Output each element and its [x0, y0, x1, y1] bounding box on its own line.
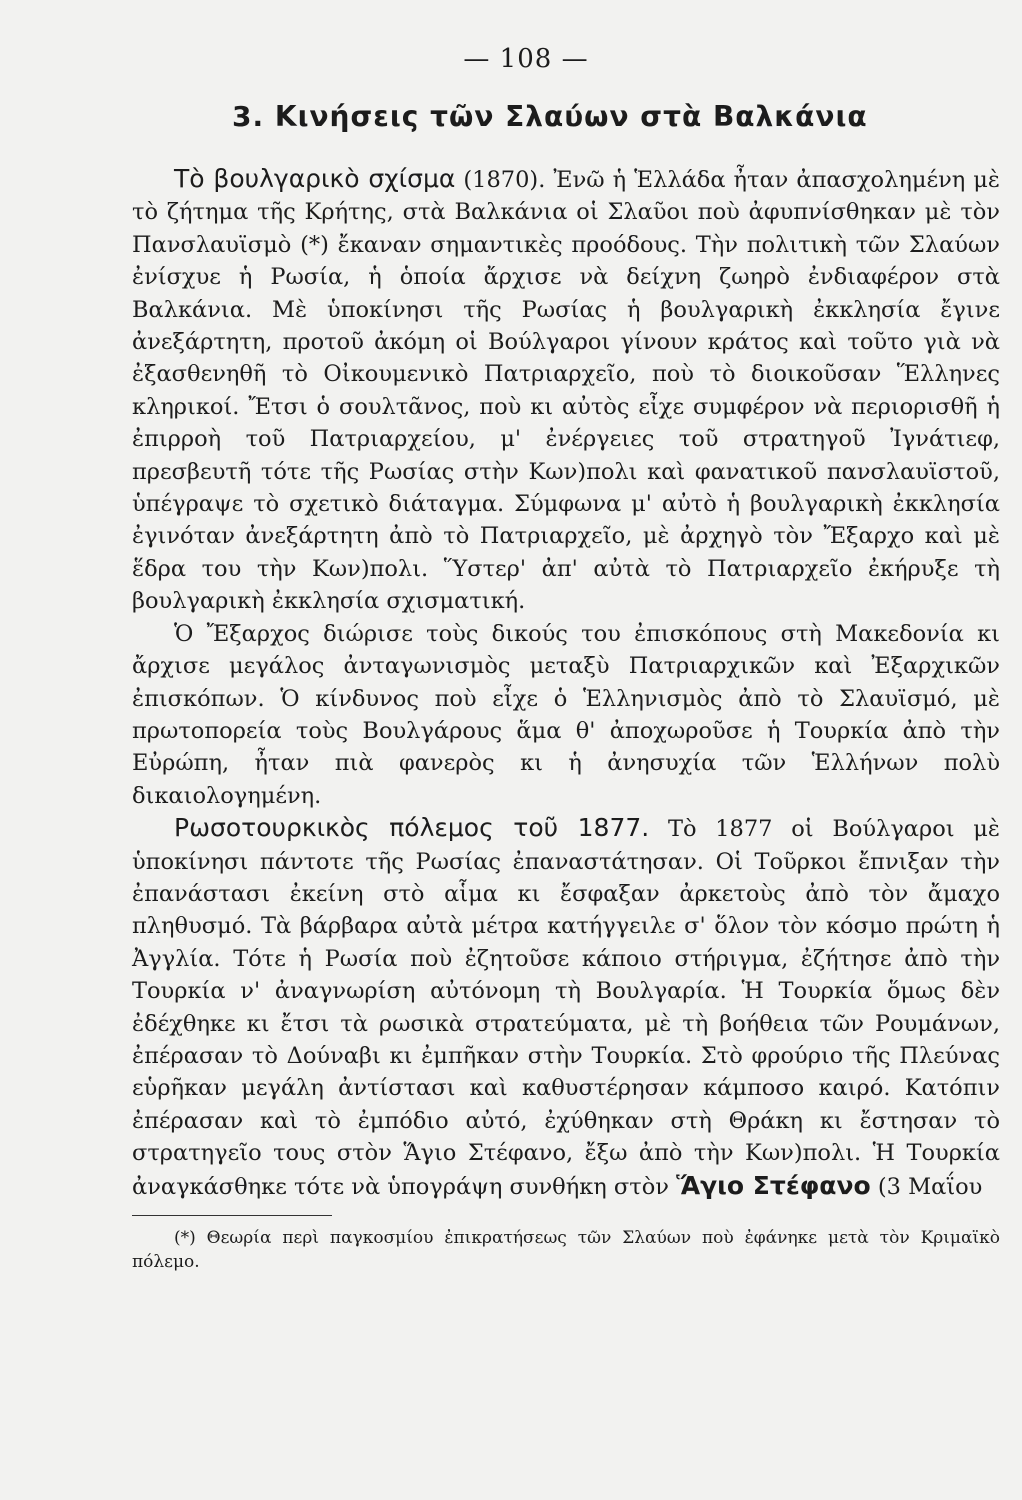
paragraph-heading: Ρωσοτουρκικὸς πόλεμος τοῦ 1877. — [174, 813, 650, 843]
emphasis-place-name: Ἅγιο Στέφανο — [676, 1170, 871, 1200]
paragraph-body: Τὸ 1877 οἱ Βούλγαροι μὲ ὑποκίνησι πάντοτε τῆς Ρωσίας ἐπαναστάτησαν. Οἱ Τοῦρκοι ἔπνιξαν τὴν ἐπανάστασι ἐκείνη στὸ αἷμα κι ἔσφαξαν ἀρκετοὺς ἀπὸ τὸν ἄμαχο πληθυσμό. Τὰ βάρβαρα αὐτὰ μέτρα κατήγγειλε σ' ὅλον τὸν κόσμο πρώτη ἡ Ἀγγλία. Τότε ἡ Ρωσία ποὺ ἐζητοῦσε κάποιο στήριγμα, ἐζήτησε ἀπὸ τὴν Τουρκία ν' ἀναγνωρίση αὐτόνομη τὴ Βουλγαρία. Ἡ Τουρκία ὅμως δὲν ἐδέχθηκε κι ἔτσι τὰ ρωσικὰ στρατεύματα, μὲ τὴ βοήθεια τῶν Ρουμάνων, ἐπέρασαν τὸ Δούναβι κι ἐμπῆκαν στὴν Τουρκία. Στὸ φρούριο τῆς Πλεύνας εὑρῆκαν μεγάλη ἀντίστασι καὶ καθυστέρησαν κάμποσο καιρό. Κατόπιν ἐπέρασαν καὶ τὸ ἐμπόδιο αὐτό, ἐχύθηκαν στὴ Θράκη κι ἔστησαν τὸ στρατηγεῖο τους στὸν Ἅγιο Στέφανο, ἔξω ἀπὸ τὴν Κων)πολι. Ἡ Τουρκία ἀναγκάσθηκε τότε νὰ ὑπογράψη συνθήκη στὸν — [132, 816, 1000, 1200]
paragraph-tail: (3 Μαΐου — [870, 1173, 983, 1200]
paragraph-exarch — [132, 618, 1000, 812]
footnote-divider — [132, 1215, 332, 1216]
paragraph-heading: Τὸ βουλγαρικὸ σχίσμα — [174, 164, 456, 193]
paragraph-body: Ὁ Ἔξαρχος διώρισε τοὺς δικούς του ἐπισκόπους στὴ Μακεδονία κι ἄρχισε μεγάλος ἀνταγωνισμὸς μεταξὺ Πατριαρχικῶν καὶ Ἐξαρχικῶν ἐπισκόπων. Ὁ κίνδυνος ποὺ εἶχε ὁ Ἑλληνισμὸς ἀπὸ τὸ Σλαυϊσμό, μὲ πρωτοπορεία τοὺς Βουλγάρους ἅμα θ' ἀποχωροῦσε ἡ Τουρκία ἀπὸ τὴν Εὐρώπη, ἦταν πιὰ φανερὸς κι ἡ ἀνησυχία τῶν Ἑλλήνων πολὺ δικαιολογημένη. — [132, 620, 1000, 809]
footnote: (*) Θεωρία περὶ παγκοσμίου ἐπικρατήσεως τῶν Σλαύων ποὺ ἐφάνηκε μετὰ τὸν Κριμαϊκὸ πόλεμο. — [132, 1228, 1000, 1272]
paragraph-body: (1870). Ἐνῶ ἡ Ἑλλάδα ἦταν ἀπασχολημένη μὲ τὸ ζήτημα τῆς Κρήτης, στὰ Βαλκάνια οἱ Σλαῦοι ποὺ ἀφυπνίσθηκαν μὲ τὸν Πανσλαυϊσμὸ (*) ἔκαναν σημαντικὲς προόδους. Τὴν πολιτικὴ τῶν Σλαύων ἐνίσχυε ἡ Ρωσία, ἡ ὁποία ἄρχισε νὰ δείχνη ζωηρὸ ἐνδιαφέρον στὰ Βαλκάνια. Μὲ ὑποκίνησι τῆς Ρωσίας ἡ βουλγαρικὴ ἐκκλησία ἔγινε ἀνεξάρτητη, προτοῦ ἀκόμη οἱ Βούλγαροι γίνουν κράτος καὶ τοῦτο γιὰ νὰ ἐξασθενηθῆ τὸ Οἰκουμενικὸ Πατριαρχεῖο, ποὺ τὸ διοικοῦσαν Ἕλληνες κληρικοί. Ἔτσι ὁ σουλτᾶνος, ποὺ κι αὐτὸς εἶχε συμφέρον νὰ περιορισθῆ ἡ ἐπιρροὴ τοῦ Πατριαρχείου, μ' ἐνέργειες τοῦ στρατηγοῦ Ἰγνάτιεφ, πρεσβευτῆ τότε τῆς Ρωσίας στὴν Κων)πολι καὶ φανατικοῦ πανσλαυϊστοῦ, ὑπέγραψε τὸ σχετικὸ διάταγμα. Σύμφωνα μ' αὐτὸ ἡ βουλγαρικὴ ἐκκλησία ἐγινόταν ἀνεξάρτητη ἀπὸ τὸ Πατριαρχεῖο, μὲ ἀρχηγὸ τὸν Ἔξαρχο καὶ μὲ ἕδρα του τὴν Κων)πολι. Ὕστερ' ἀπ' αὐτὰ τὸ Πατριαρχεῖο ἐκήρυξε τὴ βουλγαρικὴ ἐκκλησία σχισματική. — [132, 167, 1000, 615]
paragraph-russo-turkish-war — [132, 812, 1000, 1203]
paragraph-bulgarian-schism — [132, 163, 1000, 618]
page-number: — 108 — — [463, 44, 589, 74]
section-title: 3. Κινήσεις τῶν Σλαύων στὰ Βαλκάνια — [232, 100, 868, 133]
